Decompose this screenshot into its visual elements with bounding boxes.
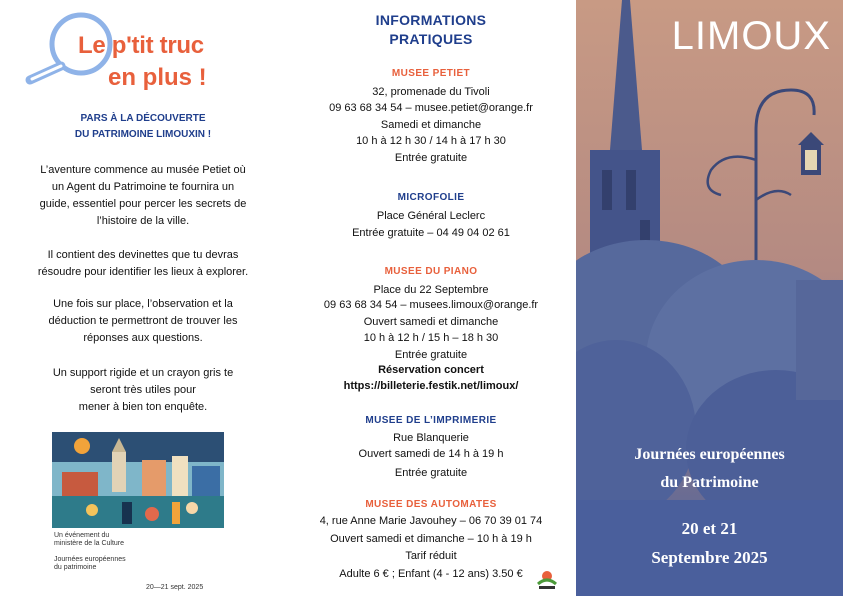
info-line: Place Général Leclerc bbox=[376, 210, 486, 222]
paragraph-1: L’aventure commence au musée Petiet où un Agent du Patrimoine te fournira un guide, essentiel pour percer les secrets de l’histoire de la ville. bbox=[39, 164, 247, 227]
info-title: INFORMATIONS PRATIQUES bbox=[375, 12, 487, 47]
info-line: 09 63 68 34 54 – musees.limoux@orange.fr bbox=[323, 299, 539, 311]
poster-line3: Journées européennes bbox=[54, 556, 126, 563]
info-line: Ouvert samedi et dimanche bbox=[363, 316, 499, 328]
logo-title-line1: Le p'tit truc bbox=[78, 32, 204, 59]
info-line: 4, rue Anne Marie Javouhey – 06 70 39 01 74 bbox=[319, 515, 543, 527]
info-line: Ouvert samedi et dimanche – 10 h à 19 h bbox=[330, 533, 532, 545]
limoux-logo-icon bbox=[534, 566, 560, 592]
cover-panel bbox=[576, 0, 843, 596]
poster-line2: ministère de la Culture bbox=[54, 540, 125, 547]
town-name: LIMOUX bbox=[671, 14, 831, 58]
section-title-microfolie: MICROFOLIE bbox=[397, 192, 465, 203]
date-line1: 20 et 21 bbox=[681, 519, 738, 538]
info-line: Entrée gratuite bbox=[394, 467, 468, 479]
info-line: Place du 22 Septembre bbox=[373, 284, 489, 296]
section-title-piano: MUSEE DU PIANO bbox=[384, 266, 478, 277]
logo-title-line2: en plus ! bbox=[108, 64, 207, 91]
info-line: Adulte 6 € ; Enfant (4 - 12 ans) 3.50 € bbox=[339, 568, 523, 580]
poster-line4: du patrimoine bbox=[54, 564, 97, 571]
event-line1: Journées européennes bbox=[634, 446, 785, 463]
info-line: Ouvert samedi de 14 h à 19 h bbox=[358, 448, 504, 460]
info-line: Entrée gratuite bbox=[394, 152, 468, 164]
limoux-bell-tower-photo bbox=[576, 0, 843, 596]
ptit-truc-logo bbox=[18, 10, 268, 90]
concert-reservation-label: Réservation concert bbox=[378, 364, 484, 376]
info-line: Tarif réduit bbox=[405, 550, 457, 562]
info-line: Entrée gratuite – 04 49 04 02 61 bbox=[352, 227, 510, 239]
info-line: Entrée gratuite bbox=[394, 349, 468, 361]
section-title-automates: MUSEE DES AUTOMATES bbox=[365, 499, 497, 510]
poster-illustration bbox=[52, 432, 224, 528]
intro-heading: PARS À LA DÉCOUVERTE DU PATRIMOINE LIMOUXIN ! bbox=[74, 113, 212, 140]
paragraph-3: Une fois sur place, l’observation et la déduction te permettront de trouver les réponses aux questions. bbox=[48, 298, 238, 344]
info-line: 32, promenade du Tivoli bbox=[372, 86, 490, 98]
section-title-imprimerie: MUSEE DE L’IMPRIMERIE bbox=[365, 415, 497, 426]
section-title-petiet: MUSEE PETIET bbox=[391, 68, 471, 79]
concert-reservation-link[interactable]: https://billeterie.festik.net/limoux/ bbox=[343, 380, 519, 392]
jep-poster bbox=[52, 432, 224, 596]
event-line2: du Patrimoine bbox=[660, 474, 759, 491]
poster-date: 20—21 sept. 2025 bbox=[146, 584, 204, 591]
paragraph-4: Un support rigide et un crayon gris te seront très utiles pour mener à bien ton enquête. bbox=[52, 367, 234, 413]
info-line: 10 h à 12 h 30 / 14 h à 17 h 30 bbox=[356, 135, 506, 147]
info-line: Samedi et dimanche bbox=[380, 119, 482, 131]
date-line2: Septembre 2025 bbox=[651, 548, 768, 567]
info-panel bbox=[286, 0, 576, 596]
info-line: 09 63 68 34 54 – musee.petiet@orange.fr bbox=[329, 102, 533, 114]
info-line: 10 h à 12 h / 15 h – 18 h 30 bbox=[363, 332, 499, 344]
paragraph-2: Il contient des devinettes que tu devras résoudre pour identifier les lieux à explorer. bbox=[37, 249, 249, 278]
left-panel bbox=[0, 0, 286, 596]
info-line: Rue Blanquerie bbox=[393, 432, 469, 444]
poster-line1: Un événement du bbox=[54, 532, 110, 539]
